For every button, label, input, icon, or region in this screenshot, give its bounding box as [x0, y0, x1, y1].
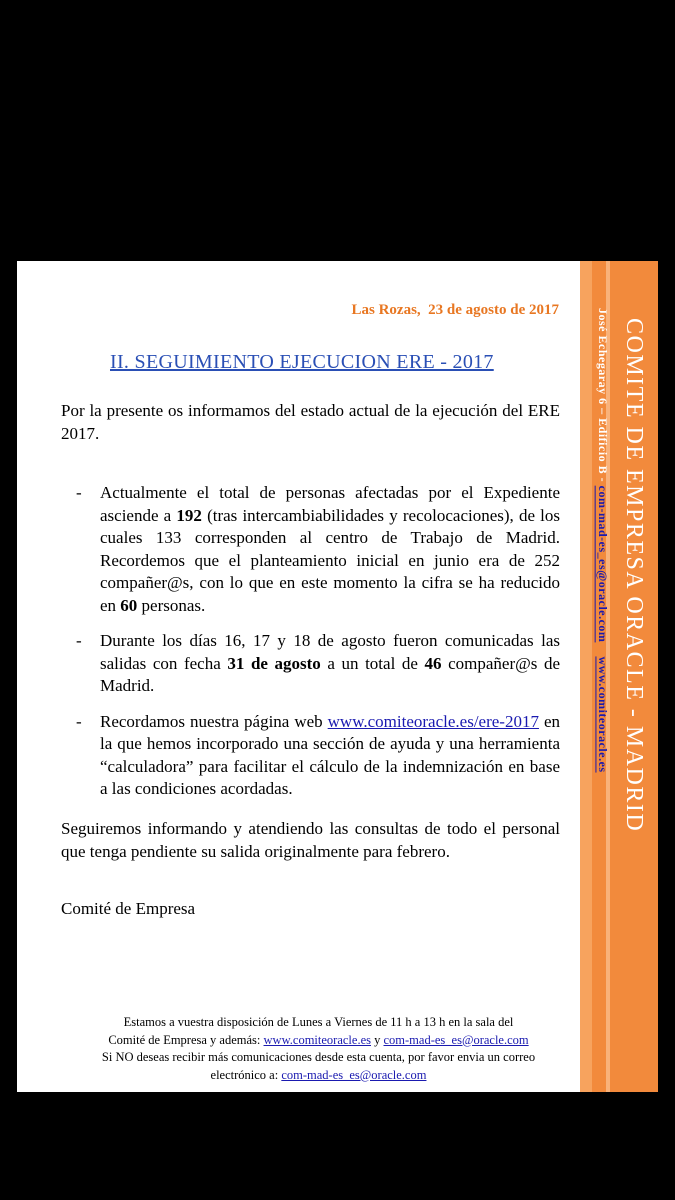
footer-line: electrónico a: com-mad-es_es@oracle.com [210, 1067, 427, 1082]
document-title: II. SEGUIMIENTO EJECUCION ERE - 2017 [110, 351, 494, 373]
list-item: - Recordamos nuestra página web www.comiteoracle.es/ere-2017 en la que hemos incorporado una sección de ayuda y una herramienta “calculadora” para facilitar el cálculo de la indemnización en base a las condiciones acordadas. [76, 711, 561, 798]
signature: Comité de Empresa [61, 899, 196, 918]
sidebar-address: José Echegaray 6 – Edificio B - [596, 308, 610, 486]
closing-paragraph: Seguiremos informando y atendiendo las consultas de todo el personal que tenga pendiente su salida originalmente para febrero. [61, 819, 560, 861]
sidebar-title: COMITE DE EMPRESA ORACLE - MADRID [621, 318, 647, 833]
intro-paragraph: Por la presente os informamos del estado actual de la ejecución del ERE 2017. [61, 401, 560, 443]
footer-line: Comité de Empresa y además: www.comiteoracle.es y com-mad-es_es@oracle.com [108, 1032, 529, 1047]
footer-notice [61, 1014, 576, 1084]
ere-website-link[interactable]: www.comiteoracle.es/ere-2017 [327, 711, 539, 731]
bullet-list [76, 482, 560, 814]
document-page [17, 261, 658, 1092]
exit-date: 31 de agosto [227, 653, 321, 673]
sidebar-email-link[interactable]: com-mad-es_es@oracle.com [596, 485, 610, 643]
document-date: Las Rozas, 23 de agosto de 2017 [351, 302, 559, 318]
reduction-count: 60 [120, 595, 138, 615]
sidebar-stripe [580, 261, 592, 1092]
footer-website-link[interactable]: www.comiteoracle.es [263, 1032, 371, 1047]
footer-unsubscribe-email-link[interactable]: com-mad-es_es@oracle.com [281, 1067, 427, 1082]
footer-line: Si NO deseas recibir más comunicaciones desde esta cuenta, por favor envia un correo [101, 1050, 536, 1064]
sidebar-website-link[interactable]: www.comiteoracle.es [596, 656, 610, 773]
list-item: - Durante los días 16, 17 y 18 de agosto fueron comunicadas las salidas con fecha 31 de agosto a un total de 46 compañer@s de Madrid. [76, 631, 560, 695]
sidebar-contact [595, 308, 610, 773]
list-item: - Actualmente el total de personas afectadas por el Expediente asciende a 192 (tras intercambiabilidades y recolocaciones), de los cuales 133 corresponden al centro de Trabajo de Madrid. Recordemos que el planteamiento inicial en junio era de 252 compañer@s, con lo que en este momento la cifra se ha reducido en 60 personas. [76, 483, 560, 615]
footer-line: Estamos a vuestra disposición de Lunes a Viernes de 11 h a 13 h en la sala del [123, 1015, 514, 1029]
exit-count: 46 [424, 653, 442, 673]
footer-email-link[interactable]: com-mad-es_es@oracle.com [383, 1032, 529, 1047]
affected-count: 192 [176, 505, 202, 525]
